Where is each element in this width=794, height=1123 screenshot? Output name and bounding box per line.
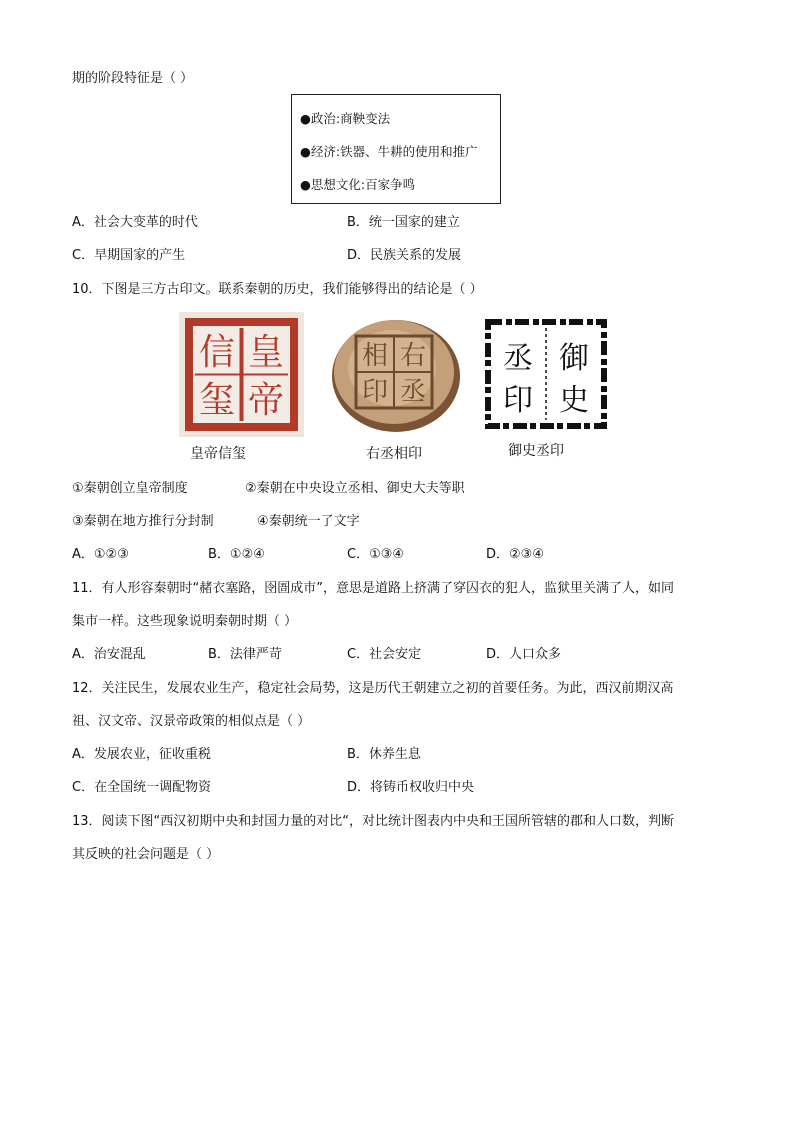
- seal1-glyph-xi: 玺: [198, 380, 236, 421]
- seal3-glyph-shi: 史: [559, 383, 589, 418]
- seal2-glyph-cheng: 丞: [399, 377, 427, 407]
- seal3-glyph-yin: 印: [503, 383, 533, 418]
- q10-option-a: A．①②③: [72, 547, 129, 562]
- q12-option-b: B．休养生息: [347, 747, 421, 762]
- q10-statement-4: ④秦朝统一了文字: [257, 514, 360, 529]
- q9-box-item-politics: ●政治:商鞅变法: [300, 111, 391, 126]
- seal3-glyph-cheng: 丞: [503, 341, 533, 376]
- q13-stem-line2: 其反映的社会问题是（ ）: [72, 847, 220, 862]
- q11-option-d: D．人口众多: [486, 647, 562, 662]
- q10-stem: 10．下图是三方古印文。联系秦朝的历史，我们能够得出的结论是（ ）: [72, 282, 483, 297]
- seal2-caption: 右丞相印: [366, 446, 422, 462]
- seal2-glyph-yin: 印: [361, 377, 389, 407]
- q13-stem-line1: 13．阅读下图“西汉初期中央和封国力量的对比“，对比统计图表内中央和王国所管辖的郡和人口数，判断: [72, 814, 675, 829]
- q11-option-a: A．治安混乱: [72, 647, 146, 662]
- seal2-glyph-xiang: 相: [361, 341, 389, 371]
- q12-stem-line2: 祖、汉文帝、汉景帝政策的相似点是（ ）: [72, 714, 311, 729]
- q11-stem-line2: 集市一样。这些现象说明秦朝时期（ ）: [72, 614, 298, 629]
- q9-option-c: C．早期国家的产生: [72, 248, 186, 263]
- q9-box-item-culture: ●思想文化:百家争鸣: [300, 177, 416, 192]
- seal-image-you-chengxiang-yin: [330, 314, 462, 434]
- q10-option-d: D．②③④: [486, 547, 544, 562]
- q12-option-d: D．将铸币权收归中央: [347, 780, 475, 795]
- q10-statement-1: ①秦朝创立皇帝制度: [72, 481, 188, 496]
- seal-image-huangdi-xinxi: [179, 312, 304, 437]
- seal1-glyph-di: 帝: [247, 380, 285, 421]
- q9-option-b: B．统一国家的建立: [347, 215, 460, 230]
- seal1-glyph-huang: 皇: [247, 332, 285, 373]
- seal3-caption: 御史丞印: [508, 443, 564, 459]
- q9-info-box: [291, 94, 501, 204]
- q9-box-item-economy: ●经济:铁器、牛耕的使用和推广: [300, 144, 478, 159]
- q12-option-c: C．在全国统一调配物资: [72, 780, 212, 795]
- q10-option-c: C．①③④: [347, 547, 405, 562]
- q11-stem-line1: 11．有人形容秦朝时“赭衣塞路，囹圄成市”，意思是道路上挤满了穿囚衣的犯人，监狱里关满了人，如同: [72, 581, 675, 596]
- seal2-glyph-you: 右: [399, 341, 427, 371]
- q11-option-c: C．社会安定: [347, 647, 422, 662]
- q10-option-b: B．①②④: [208, 547, 265, 562]
- q12-stem-line1: 12．关注民生，发展农业生产，稳定社会局势，这是历代王朝建立之初的首要任务。为此，西汉前期汉高: [72, 681, 674, 696]
- q11-option-b: B．法律严苛: [208, 647, 282, 662]
- seal1-caption: 皇帝信玺: [190, 446, 246, 462]
- seal1-glyph-xin: 信: [198, 332, 236, 373]
- q9-option-a: A．社会大变革的时代: [72, 215, 198, 230]
- q9-option-d: D．民族关系的发展: [347, 248, 462, 263]
- seal3-glyph-yu: 御: [559, 341, 589, 376]
- seal-image-yushi-chengyin: [482, 318, 610, 430]
- q9-stem-tail: 期的阶段特征是（ ）: [72, 71, 194, 86]
- q12-option-a: A．发展农业，征收重税: [72, 747, 211, 762]
- q10-statement-3: ③秦朝在地方推行分封制: [72, 514, 214, 529]
- q10-statement-2: ②秦朝在中央设立丞相、御史大夫等职: [245, 481, 465, 496]
